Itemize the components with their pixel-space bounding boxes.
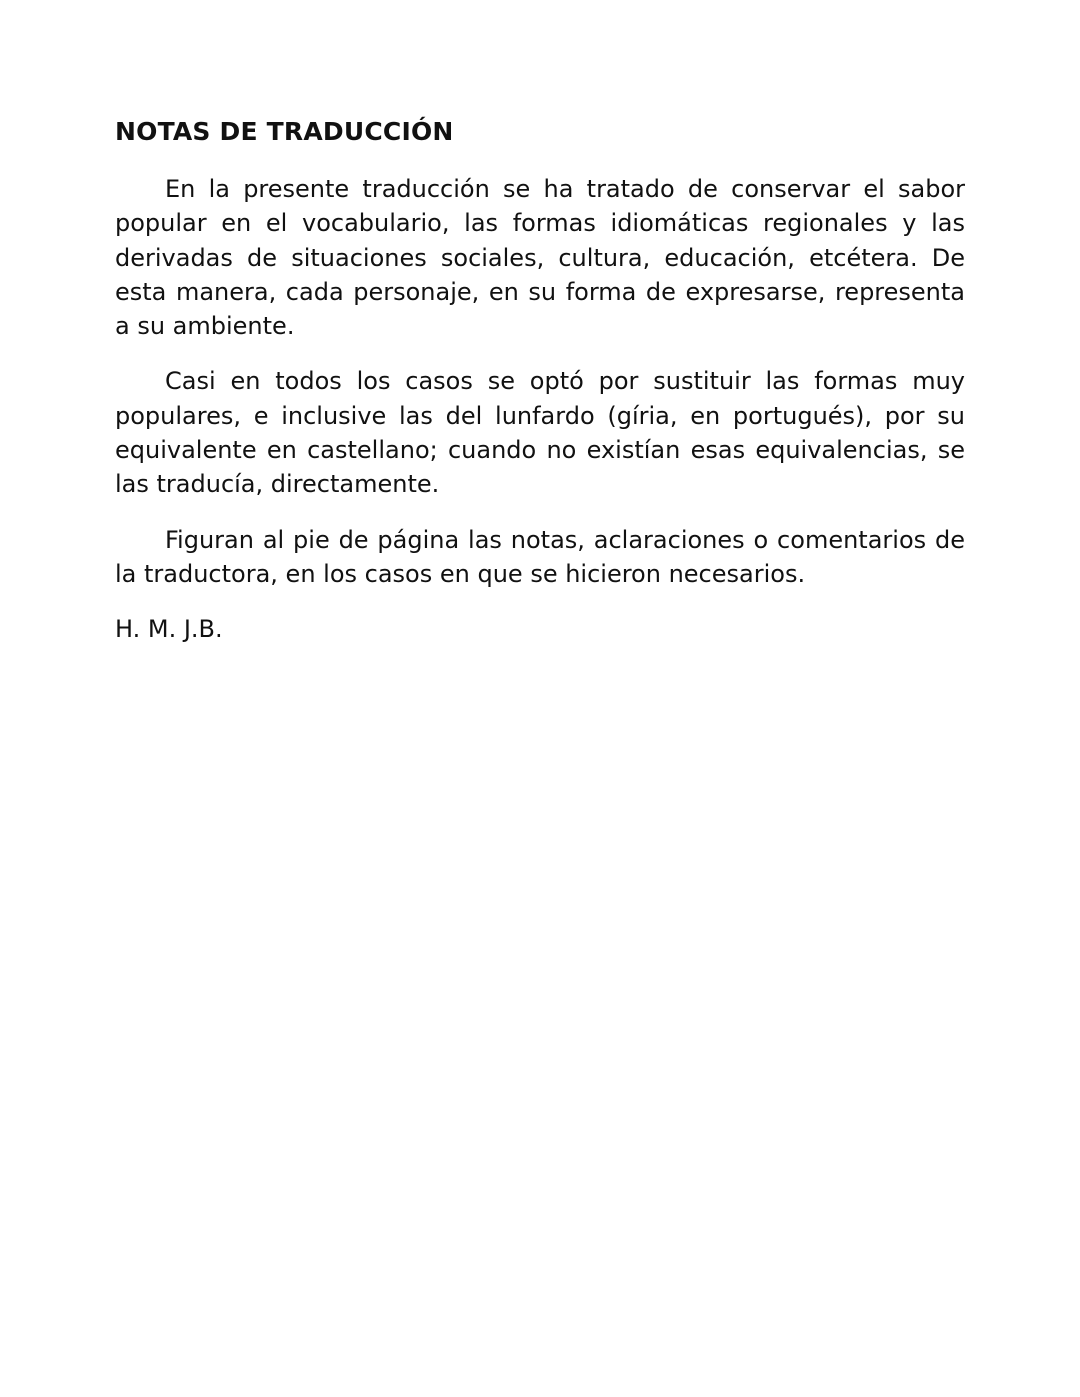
signature: H. M. J.B. xyxy=(115,615,223,644)
document-page xyxy=(115,112,965,646)
paragraph-2: Casi en todos los casos se optó por sustituir las formas muy populares, e inclusive las del lunfardo (gíria, en portugués), por su equivalente en castellano; cuando no existían esas equivalencias, se las traducía, directamente. xyxy=(115,367,965,499)
page-title: NOTAS DE TRADUCCIÓN xyxy=(115,117,454,146)
paragraph-1: En la presente traducción se ha tratado de conservar el sabor popular en el vocabulario, las formas idiomáticas regionales y las derivadas de situaciones sociales, cultura, educación, etcétera. De esta manera, cada personaje, en su forma de expresarse, representa a su ambiente. xyxy=(115,175,965,341)
paragraph-3: Figuran al pie de página las notas, aclaraciones o comentarios de la traductora, en los casos en que se hicieron necesarios. xyxy=(115,525,965,588)
